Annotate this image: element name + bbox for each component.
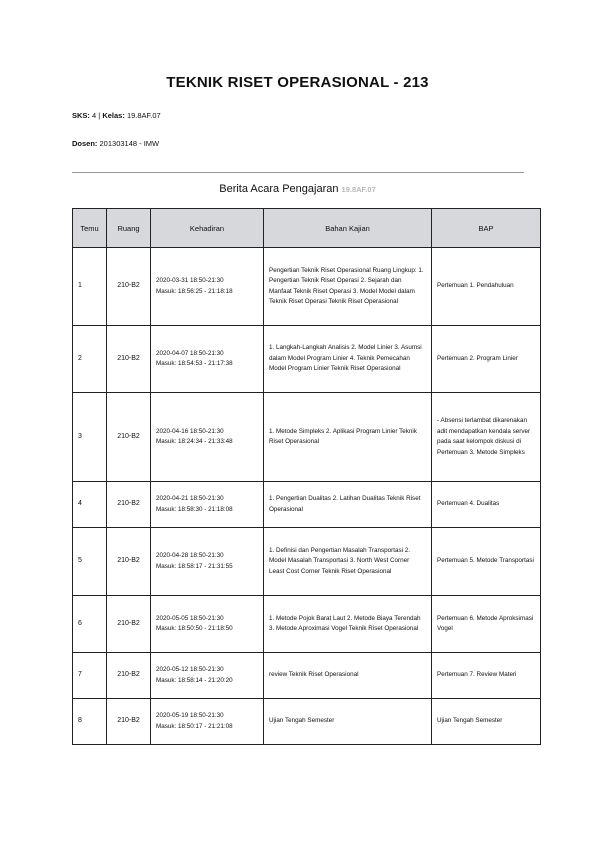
- temu-cell: 3: [73, 393, 107, 482]
- kehadiran-cell: [151, 653, 264, 699]
- checkin-text: Masuk: 18:24:34 - 21:33:48: [156, 438, 233, 445]
- header-ruang: Ruang: [107, 209, 151, 248]
- temu-cell: 1: [73, 248, 107, 326]
- checkin-text: Masuk: 18:50:50 - 21:18:50: [156, 625, 233, 632]
- checkin-text: Masuk: 18:58:14 - 21:20:20: [156, 676, 233, 684]
- bahan-cell: 1. Metode Pojok Barat Laut 2. Metode Biaya Terendah 3. Metode Aproximasi Vogel Teknik Riset Operasional: [264, 596, 432, 653]
- table-row: [73, 699, 541, 745]
- schedule-text: 2020-04-16 18:50-21:30: [156, 427, 224, 435]
- table-row: [73, 482, 541, 528]
- table-row: [73, 596, 541, 653]
- table-row: [73, 393, 541, 482]
- bahan-cell: 1. Metode Simpleks 2. Aplikasi Program Linier Teknik Riset Operasional: [264, 393, 432, 482]
- temu-cell: 4: [73, 482, 107, 528]
- schedule-text: 2020-04-28 18:50-21:30: [156, 552, 224, 559]
- schedule-text: 2020-04-07 18:50-21:30: [156, 349, 224, 357]
- header-bahan-kajian: Bahan Kajian: [264, 209, 432, 248]
- bahan-cell: 1. Definisi dan Pengertian Masalah Transportasi 2. Model Masalah Transportasi 3. North West Corner Least Cost Corner Teknik Riset Operasional: [264, 528, 432, 596]
- kehadiran-cell: [151, 326, 264, 393]
- dosen-value: 201303148 - IMW: [99, 139, 160, 148]
- temu-cell: 5: [73, 528, 107, 596]
- kelas-value: 19.8AF.07: [126, 111, 161, 120]
- kehadiran-cell: [151, 482, 264, 528]
- bahan-cell: review Teknik Riset Operasional: [264, 653, 432, 699]
- bap-cell: Pertemuan 5. Metode Transportasi: [432, 528, 541, 596]
- sks-label: SKS:: [72, 111, 90, 120]
- sks-value: 4: [92, 111, 97, 120]
- divider: [72, 172, 524, 173]
- kehadiran-cell: [151, 528, 264, 596]
- bahan-cell: 1. Langkah-Langkah Analisis 2. Model Linier 3. Asumsi dalam Model Program Linier 4. Teknik Pemecahan Model Program Linier Teknik Riset Operasional: [264, 326, 432, 393]
- temu-cell: 6: [73, 596, 107, 653]
- bap-cell: Pertemuan 6. Metode Aproksimasi Vogel: [432, 596, 541, 653]
- ruang-cell: 210-B2: [107, 482, 151, 528]
- checkin-text: Masuk: 18:50:17 - 21:21:08: [156, 722, 233, 730]
- bap-cell: Ujian Tengah Semester: [432, 699, 541, 745]
- schedule-text: 2020-05-05 18:50-21:30: [156, 614, 224, 622]
- page-title: TEKNIK RISET OPERASIONAL - 213: [166, 74, 429, 91]
- schedule-text: 2020-05-12 18:50-21:30: [156, 666, 224, 673]
- header-kehadiran: Kehadiran: [151, 209, 264, 248]
- temu-cell: 2: [73, 326, 107, 393]
- checkin-text: Masuk: 18:54:53 - 21:17:38: [156, 360, 233, 367]
- temu-cell: 7: [73, 653, 107, 699]
- lecturer-line: [72, 139, 159, 148]
- schedule-text: 2020-05-19 18:50-21:30: [156, 712, 224, 719]
- ruang-cell: 210-B2: [107, 528, 151, 596]
- bap-cell: Pertemuan 7. Review Materi: [432, 653, 541, 699]
- kelas-label: Kelas:: [102, 111, 125, 120]
- ruang-cell: 210-B2: [107, 653, 151, 699]
- schedule-text: 2020-03-31 18:50-21:30: [156, 277, 224, 284]
- table-header-row: [73, 209, 541, 248]
- checkin-text: Masuk: 18:58:17 - 21:31:55: [156, 562, 233, 570]
- kehadiran-cell: [151, 248, 264, 326]
- kehadiran-cell: [151, 699, 264, 745]
- bahan-cell: Ujian Tengah Semester: [264, 699, 432, 745]
- table-row: [73, 326, 541, 393]
- course-meta-line: [72, 111, 161, 120]
- header-temu: Temu: [73, 209, 107, 248]
- bahan-cell: 1. Pengertian Dualitas 2. Latihan Dualitas Teknik Riset Operasional: [264, 482, 432, 528]
- checkin-text: Masuk: 18:58:30 - 21:18:08: [156, 505, 233, 513]
- schedule-text: 2020-04-21 18:50-21:30: [156, 495, 224, 502]
- bap-cell: Pertemuan 1. Pendahuluan: [432, 248, 541, 326]
- kehadiran-cell: [151, 596, 264, 653]
- section-title-text: Berita Acara Pengajaran: [219, 183, 339, 195]
- bahan-cell: Pengertian Teknik Riset Operasional Ruang Lingkup: 1. Pengertian Teknik Riset Operasi 2. Sejarah dan Manfaat Teknik Riset Operasi 3. Model Model dalam Teknik Riset Operasi Teknik Riset Operasional: [264, 248, 432, 326]
- bap-cell: Pertemuan 2. Program Linier: [432, 326, 541, 393]
- ruang-cell: 210-B2: [107, 326, 151, 393]
- ruang-cell: 210-B2: [107, 393, 151, 482]
- separator: |: [98, 111, 101, 120]
- bap-cell: - Absensi terlambat dikarenakan adit mendapatkan kendala server pada saat kelompok diskusi di Pertemuan 3. Metode Simpleks: [432, 393, 541, 482]
- ruang-cell: 210-B2: [107, 596, 151, 653]
- bap-cell: Pertemuan 4. Dualitas: [432, 482, 541, 528]
- table-row: [73, 248, 541, 326]
- temu-cell: 8: [73, 699, 107, 745]
- teaching-report-table: [72, 208, 541, 745]
- table-row: [73, 528, 541, 596]
- ruang-cell: 210-B2: [107, 699, 151, 745]
- dosen-label: Dosen:: [72, 139, 98, 148]
- table-row: [73, 653, 541, 699]
- checkin-text: Masuk: 18:56:25 - 21:18:18: [156, 287, 233, 295]
- header-bap: BAP: [432, 209, 541, 248]
- section-title: [0, 183, 595, 195]
- kehadiran-cell: [151, 393, 264, 482]
- ruang-cell: 210-B2: [107, 248, 151, 326]
- section-class-code: 19.8AF.07: [341, 185, 376, 194]
